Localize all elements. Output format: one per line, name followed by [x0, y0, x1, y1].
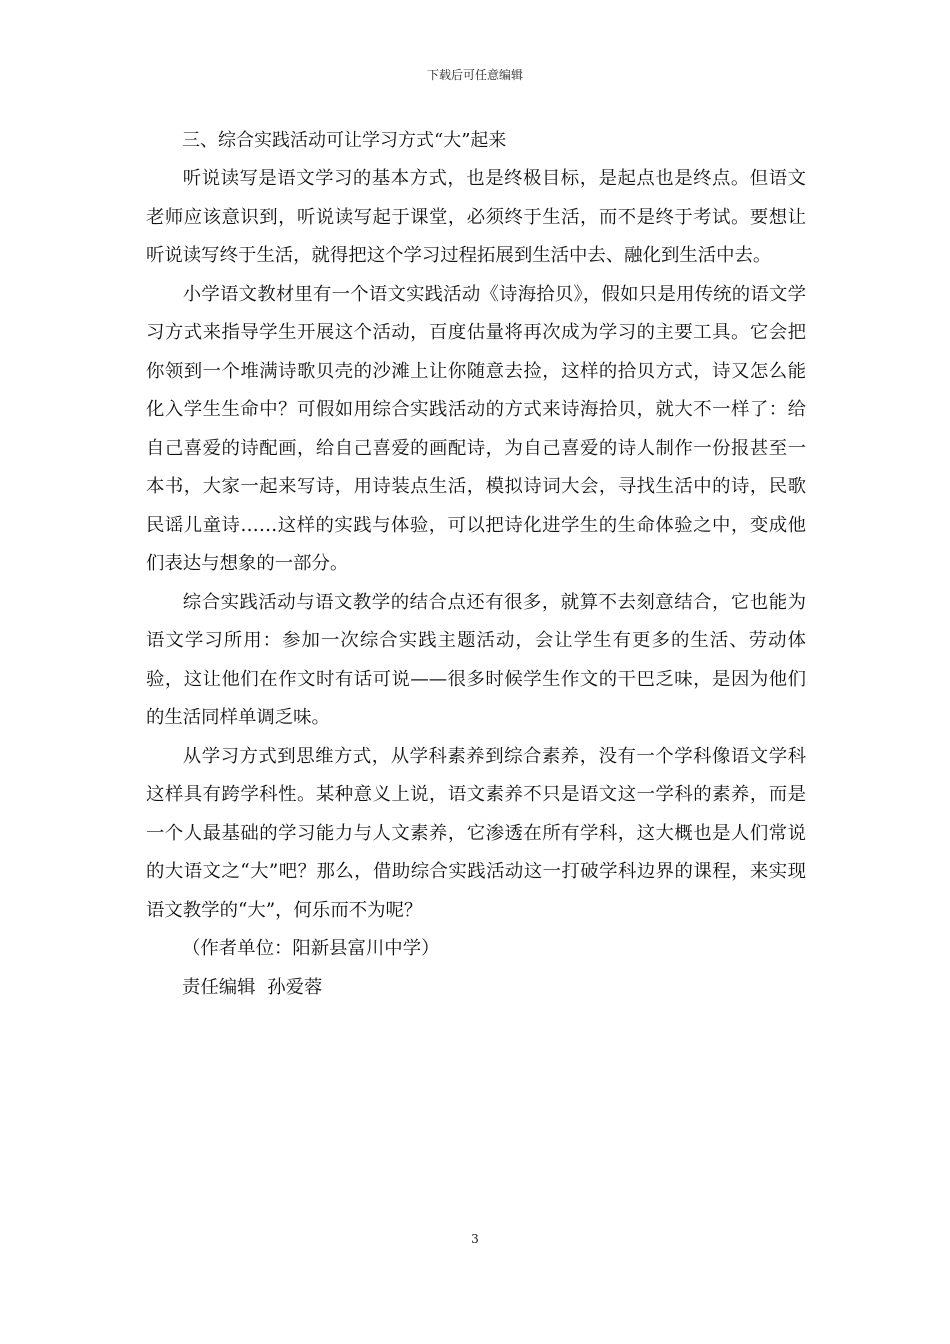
- editor-credit: 责任编辑 孙爱蓉: [182, 976, 323, 998]
- paragraph: 听说读写是语文学习的基本方式，也是终极目标，是起点也是终点。但语文老师应该意识到，听说读写起于课堂，必须终于生活，而不是终于考试。要想让听说读写终于生活，就得把这个学习过程拓展到生活中去、融化到生活中去。: [146, 168, 806, 266]
- paragraph: 小学语文教材里有一个语文实践活动《诗海拾贝》，假如只是用传统的语文学习方式来指导学生开展这个活动，百度估量将再次成为学习的主要工具。它会把你领到一个堆满诗歌贝壳的沙滩上让你随意去捡，这样的拾贝方式，诗又怎么能化入学生生命中？可假如用综合实践活动的方式来诗海拾贝，就大不一样了：给自己喜爱的诗配画，给自己喜爱的画配诗，为自己喜爱的诗人制作一份报甚至一本书，大家一起来写诗，用诗装点生活，模拟诗词大会，寻找生活中的诗，民歌民谣儿童诗……这样的实践与体验，可以把诗化进学生的生命体验之中，变成他们表达与想象的一部分。: [146, 283, 806, 574]
- paragraph: 综合实践活动与语文教学的结合点还有很多，就算不去刻意结合，它也能为语文学习所用：参加一次综合实践主题活动，会让学生有更多的生活、劳动体验，这让他们在作文时有话可说——很多时候学生作文的干巴乏味，是因为他们的生活同样单调乏味。: [146, 591, 806, 728]
- article-body: [146, 122, 806, 1007]
- paragraph: 从学习方式到思维方式，从学科素养到综合素养，没有一个学科像语文学科这样具有跨学科性。某种意义上说，语文素养不只是语文这一学科的素养，而是一个人最基础的学习能力与人文素养，它渗透在所有学科，这大概也是人们常说的大语文之“大”吧？那么，借助综合实践活动这一打破学科边界的课程，来实现语文教学的“大”，何乐而不为呢？: [146, 745, 806, 921]
- author-affiliation: （作者单位：阳新县富川中学）: [182, 938, 440, 959]
- page-header-note: 下载后可任意编辑: [426, 68, 523, 82]
- section-heading: 三、综合实践活动可让学习方式“大”起来: [182, 130, 507, 151]
- page-number: 3: [471, 1232, 479, 1246]
